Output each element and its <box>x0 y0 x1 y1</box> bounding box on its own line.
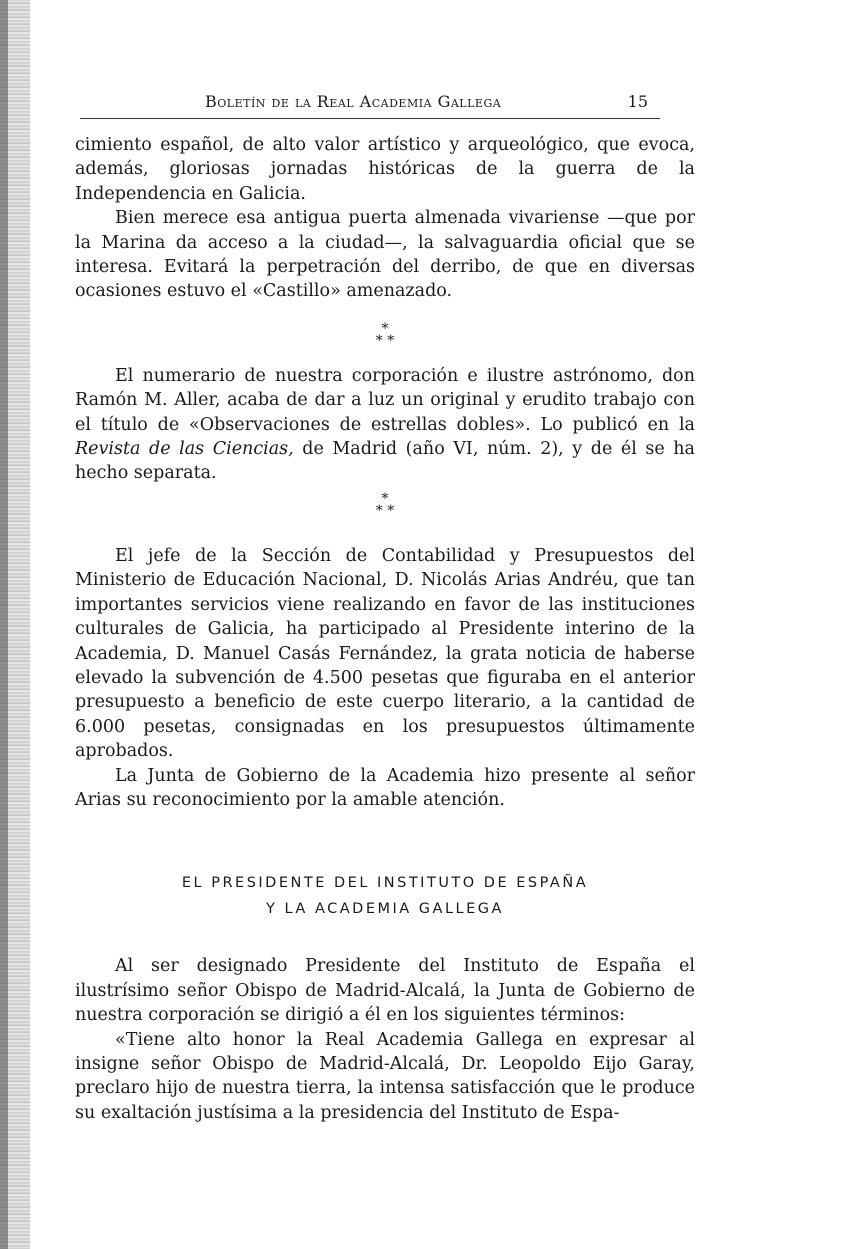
paragraph-4: El jefe de la Sección de Contabilidad y Presupuestos del Ministerio de Educación Nacional, D. Nicolás Arias Andréu, que tan importantes servicios viene realizando en favor de las instituciones culturales de Galicia, ha participado al Presidente interino de la Academia, D. Manuel Casás Fernández, la grata noticia de haberse elevado la subvención de 4.500 pesetas que figuraba en el anterior presupuesto a beneficio de este cuerpo literario, a la cantidad de 6.000 pesetas, consignadas en los presupuestos últimamente aprobados. <box>75 545 695 762</box>
separator-stars-bottom: * * <box>375 332 395 349</box>
paragraph-3-text-a: El numerario de nuestra corporación e ilustre astrónomo, don Ramón M. Aller, acaba de dar a luz un original y erudito trabajo con el título de «Observaciones de estrellas dobles». Lo publicó en la <box>75 365 695 435</box>
paragraph-3 <box>75 364 695 486</box>
section-title-line-2: Y LA ACADEMIA GALLEGA <box>266 901 504 918</box>
paragraph-2: Bien merece esa antigua puerta almenada vivariense —que por la Marina da acceso a la ciudad—, la salvaguardia oficial que se interesa. Evitará la perpetración del derribo, de que en diversas ocasiones estuvo el «Castillo» amenazado. <box>75 208 695 302</box>
section-title <box>75 870 695 922</box>
separator-star-top-2: * <box>381 490 389 507</box>
page-body <box>75 133 695 1125</box>
paragraph-6: Al ser designado Presidente del Instituto de España el ilustrísimo señor Obispo de Madrid-Alcalá, la Junta de Gobierno de nuestra corporación se dirigió a él en los siguientes términos: <box>75 956 695 1026</box>
paragraph-5: La Junta de Gobierno de la Academia hizo presente al señor Arias su reconocimiento por la amable atención. <box>75 765 695 810</box>
journal-title: Revista de las Ciencias, <box>75 439 294 460</box>
running-head: Boletín de la Real Academia Gallega <box>205 92 502 111</box>
separator-star-top: * <box>381 320 389 337</box>
page-gutter-shadow <box>0 0 8 1249</box>
separator-stars-bottom-2: * * <box>375 502 395 519</box>
page-number: 15 <box>627 92 648 111</box>
paragraph-3-text-b: de Madrid (año VI, núm. 2), y de él se ha hecho separata. <box>75 439 695 484</box>
paragraph-7: «Tiene alto honor la Real Academia Gallega en expresar al insigne señor Obispo de Madrid-Alcalá, Dr. Leopoldo Eijo Garay, preclaro hijo de nuestra tierra, la intensa satisfacción que le produce su exaltación justísima a la presidencia del Instituto de Espa- <box>75 1029 695 1123</box>
paragraph-1: cimiento español, de alto valor artístico y arqueológico, que evoca, además, gloriosas jornadas históricas de la guerra de la Independencia en Galicia. <box>75 135 695 204</box>
section-title-line-1: EL PRESIDENTE DEL INSTITUTO DE ESPAÑA <box>181 875 589 892</box>
page-header <box>80 90 660 119</box>
section-separator-stars <box>75 304 695 349</box>
section-separator-stars-2 <box>75 486 695 522</box>
